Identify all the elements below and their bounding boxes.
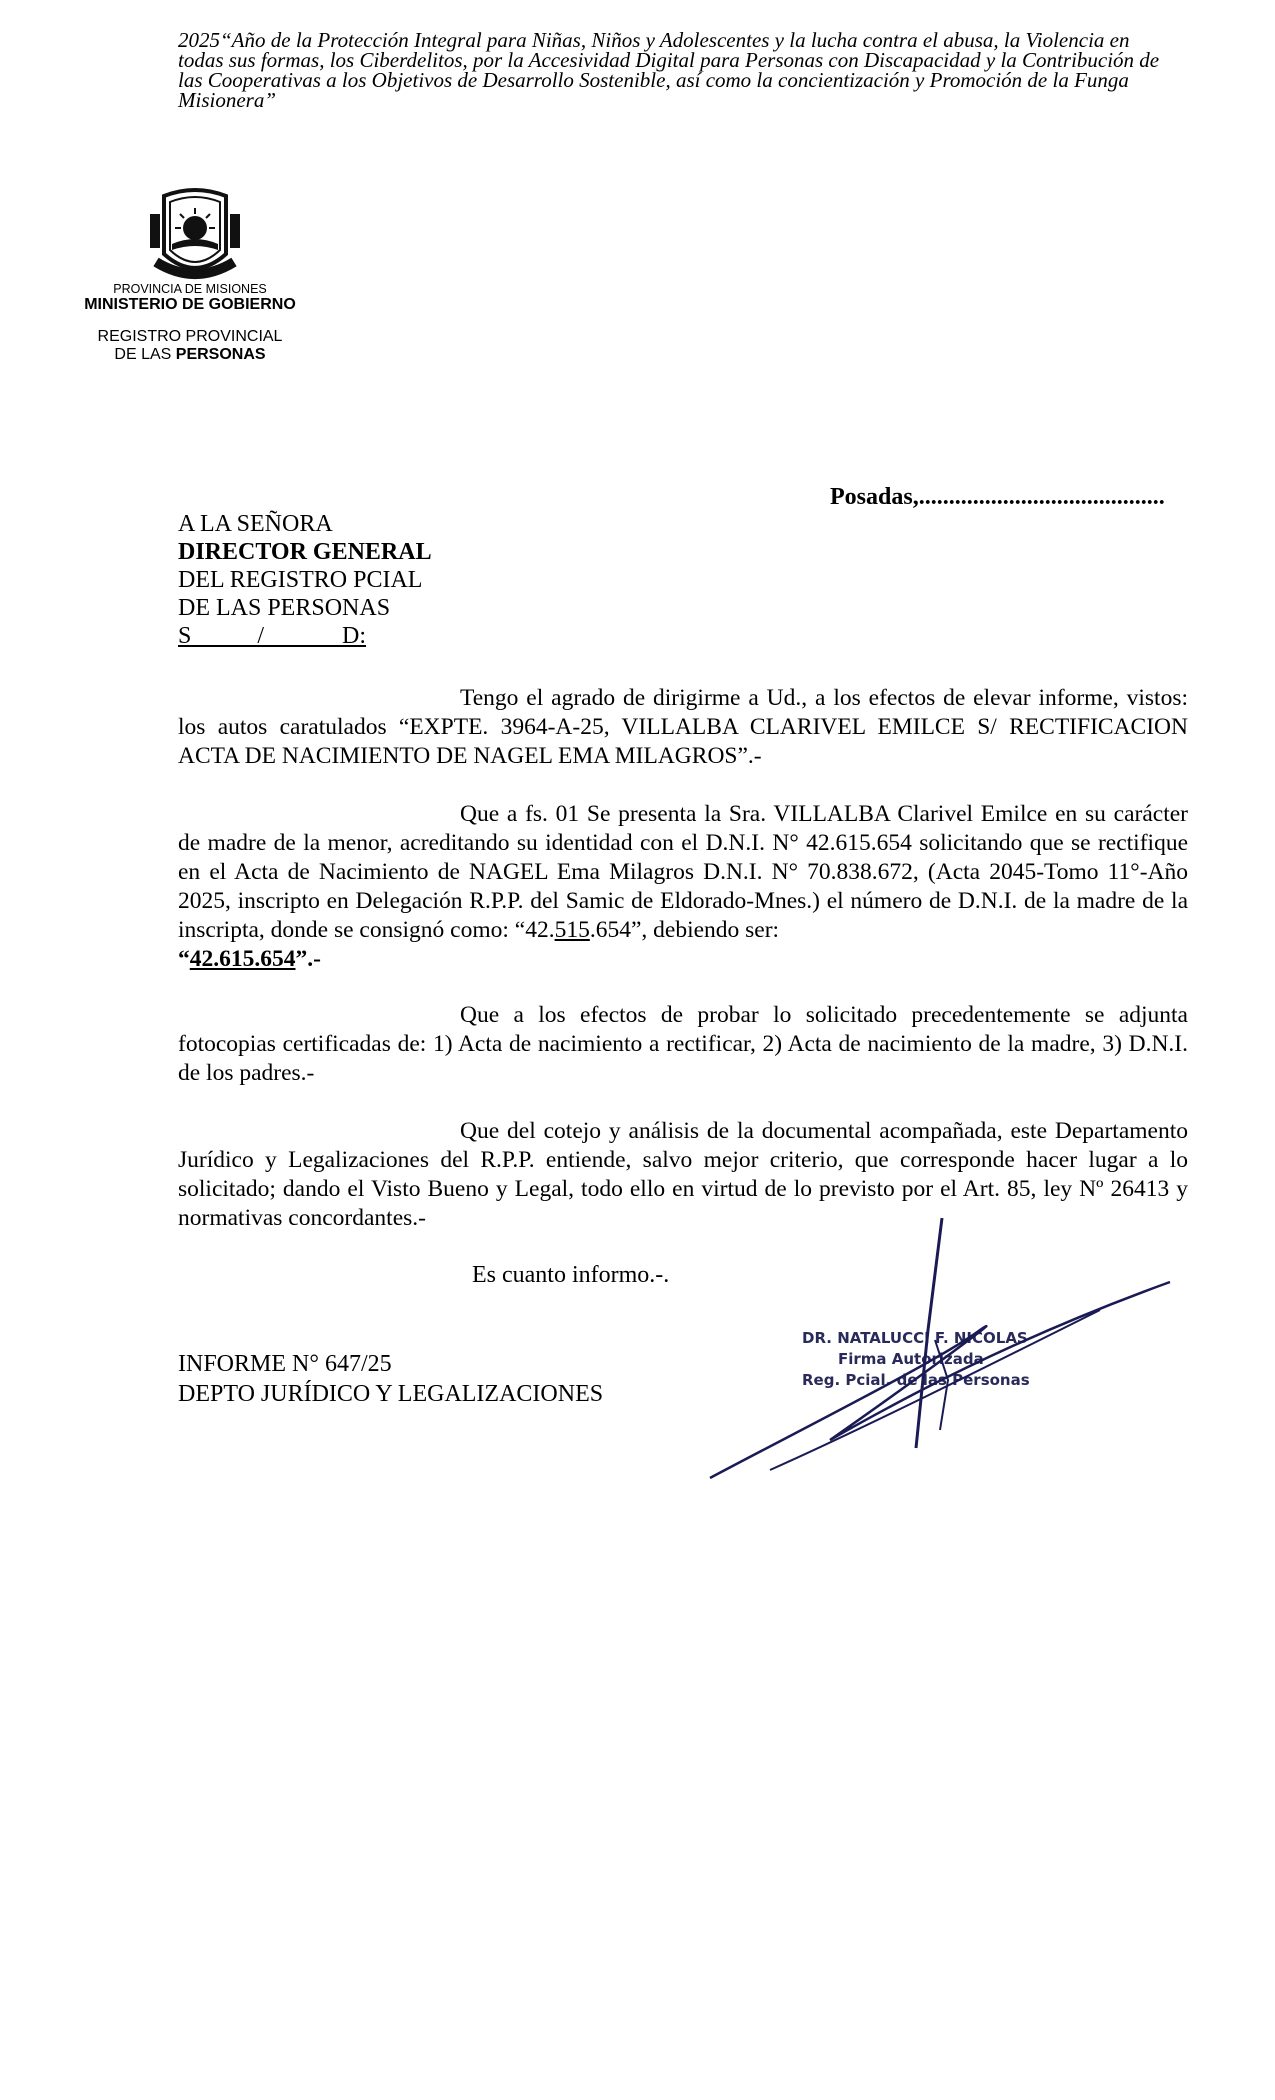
sd-line: S / D: xyxy=(178,623,367,649)
recipient-block xyxy=(178,510,446,650)
handwritten-signature xyxy=(680,1200,1180,1480)
closing-line: Es cuanto informo.-. xyxy=(472,1262,670,1288)
logo-persons: DE LAS PERSONAS xyxy=(114,346,266,363)
paragraph-request: Que a fs. 01 Se presenta la Sra. VILLALBA Clarivel Emilce en su carácter de madre de la menor, acreditando su identidad con el D.N.I. N° 42.615.654 solicitando que se rectifique en el Acta de Nacimiento de NAGEL Ema Milagros D.N.I. N° 70.838.672, (Acta 2045-Tomo 11°-Año 2025, inscripto en Delegación R.P.P. del Samic de Eldorado-Mnes.) el número de D.N.I. de la madre de la inscripta, donde se consignó como: “42.515.654”, debiendo ser: “42.615.654”.- xyxy=(178,801,1188,972)
place-date: Posadas,......................................... xyxy=(830,484,1165,510)
report-number: INFORME N° 647/25 xyxy=(178,1351,392,1377)
province-seal-logo xyxy=(142,184,248,284)
logo-registry: REGISTRO PROVINCIAL xyxy=(97,328,283,345)
paragraph-conclusion: Que del cotejo y análisis de la documental acompañada, este Departamento Jurídico y Legalizaciones del R.P.P. entiende, salvo mejor criterio, que corresponde hacer lugar a lo solicitado; dando el Visto Bueno y Legal, todo ello en virtud de lo previsto por el Art. 85, ley Nº 26413 y normativas concordantes.- xyxy=(178,1118,1188,1231)
recipient-line2: DIRECTOR GENERAL xyxy=(178,539,432,565)
correct-dni: 42.615.654 xyxy=(189,946,296,972)
paragraph-documents: Que a los efectos de probar lo solicitado precedentemente se adjunta fotocopias certificadas de: 1) Acta de nacimiento a rectificar, 2) Acta de nacimiento de la madre, 3) D.N.I. de los padres.- xyxy=(178,1002,1188,1086)
paragraph-intro: Tengo el agrado de dirigirme a Ud., a los efectos de elevar informe, vistos: los autos caratulados “EXPTE. 3964-A-25, VILLALBA CLARIVEL EMILCE S/ RECTIFICACION ACTA DE NACIMIENTO DE NAGEL EMA MILAGROS”.- xyxy=(178,685,1188,769)
ministry-logo-text xyxy=(60,282,320,364)
recipient-line4: DE LAS PERSONAS xyxy=(178,595,391,621)
recipient-line3: DEL REGISTRO PCIAL xyxy=(178,567,423,593)
signature-stamp: DR. NATALUCCI F. NICOLAS Firma Autorizada Reg. Pcial. de las Personas xyxy=(802,1329,1030,1389)
recipient-line1: A LA SEÑORA xyxy=(178,511,333,537)
logo-province: PROVINCIA DE MISIONES xyxy=(113,282,267,296)
logo-ministry: MINISTERIO DE GOBIERNO xyxy=(84,296,296,313)
report-department: DEPTO JURÍDICO Y LEGALIZACIONES xyxy=(178,1381,604,1407)
wrong-dni-digits: 515 xyxy=(554,917,590,943)
report-reference xyxy=(178,1349,603,1409)
year-motto: 2025“Año de la Protección Integral para Niñas, Niños y Adolescentes y la lucha contra el abusa, la Violencia en todas sus formas, los Ciberdelitos, por la Accesividad Digital para Personas con Discapacidad y la Contribución de las Cooperativas a los Objetivos de Desarrollo Sostenible, así como la concientización y Promoción de la Funga Misionera” xyxy=(178,28,1160,112)
